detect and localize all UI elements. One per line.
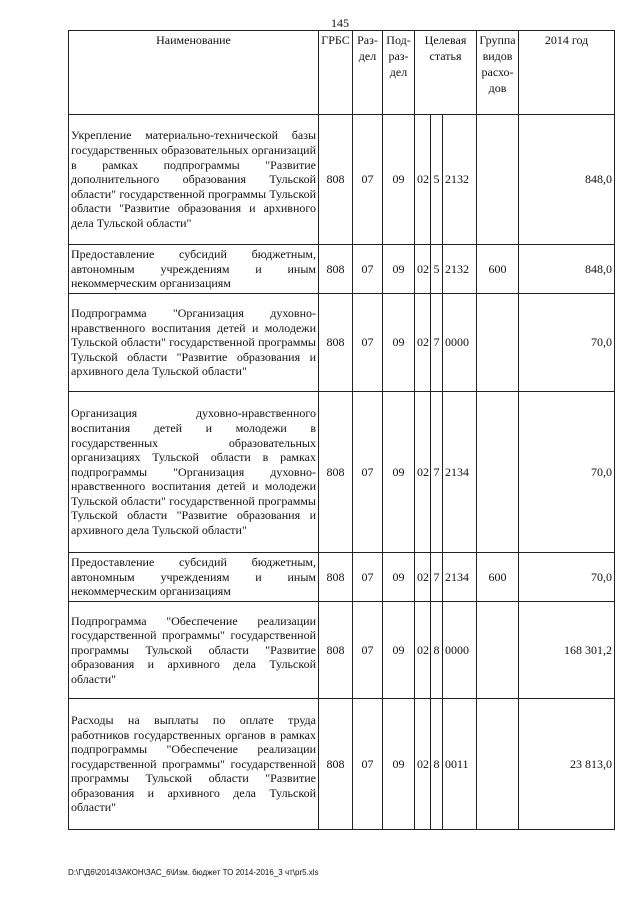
row-target-program: 02 [415,294,431,392]
row-grbs: 808 [319,115,353,245]
budget-table [68,30,615,830]
file-path-footer: D:\Г\Д6\2014\ЗАКОН\ЗАС_6\Изм. бюджет ТО 2014-2016_3 чт\pr5.xls [68,868,319,877]
row-target-subprogram: 8 [431,699,443,830]
row-podrazdel: 09 [383,115,415,245]
header-podrazdel: Под- раз- дел [383,31,415,115]
row-target-direction: 2132 [443,245,477,294]
row-target-program: 02 [415,553,431,602]
header-name: Наименование [69,31,319,115]
row-target-subprogram: 5 [431,115,443,245]
row-target-program: 02 [415,245,431,294]
row-amount: 848,0 [519,115,615,245]
row-podrazdel: 09 [383,392,415,553]
row-target-program: 02 [415,699,431,830]
table-row [69,699,615,830]
row-name: Предоставление субсидий бюджетным, автономным учреждениям и иным некоммерческим организациям [69,245,319,294]
row-amount: 70,0 [519,392,615,553]
row-expense-group [477,115,519,245]
header-target-article: Целевая статья [415,31,477,115]
row-name: Подпрограмма "Обеспечение реализации государственной программы" государственной программы Тульской области "Развитие образования и архивного дела Тульской области" [69,602,319,699]
row-podrazdel: 09 [383,245,415,294]
row-name: Организация духовно-нравственного воспитания детей и молодежи в государственных образовательных организациях Тульской области в рамках подпрограммы "Организация духовно-нравственного воспитания детей и молодежи Тульской области" государственной программы Тульской области "Развитие образования и архивного дела Тульской области" [69,392,319,553]
row-amount: 848,0 [519,245,615,294]
row-podrazdel: 09 [383,294,415,392]
row-target-direction: 0011 [443,699,477,830]
row-target-direction: 0000 [443,294,477,392]
table-row [69,602,615,699]
row-amount: 70,0 [519,553,615,602]
row-target-subprogram: 7 [431,553,443,602]
row-name: Укрепление материально-технической базы государственных образовательных организаций в рамках подпрограммы "Развитие дополнительного образования Тульской области" государственной программы Тульской области "Развитие образования и архивного дела Тульской области" [69,115,319,245]
row-razdel: 07 [353,553,383,602]
row-target-direction: 2132 [443,115,477,245]
row-grbs: 808 [319,245,353,294]
row-target-subprogram: 7 [431,392,443,553]
row-amount: 168 301,2 [519,602,615,699]
row-podrazdel: 09 [383,699,415,830]
row-name: Подпрограмма "Организация духовно-нравственного воспитания детей и молодежи Тульской области" государственной программы Тульской области "Развитие образования и архивного дела Тульской области" [69,294,319,392]
row-grbs: 808 [319,392,353,553]
row-grbs: 808 [319,294,353,392]
table-header-row [69,31,615,115]
header-expense-group: Группа видов расхо- дов [477,31,519,115]
row-grbs: 808 [319,602,353,699]
row-amount: 70,0 [519,294,615,392]
table-row [69,392,615,553]
row-razdel: 07 [353,294,383,392]
row-target-program: 02 [415,392,431,553]
row-target-program: 02 [415,602,431,699]
row-name: Расходы на выплаты по оплате труда работников государственных органов в рамках подпрограммы "Обеспечение реализации государственной программы" государственной программы Тульской области "Развитие образования и архивного дела Тульской области" [69,699,319,830]
row-podrazdel: 09 [383,602,415,699]
row-target-direction: 2134 [443,392,477,553]
row-target-program: 02 [415,115,431,245]
row-expense-group [477,294,519,392]
row-name: Предоставление субсидий бюджетным, автономным учреждениям и иным некоммерческим организациям [69,553,319,602]
row-expense-group [477,392,519,553]
row-expense-group: 600 [477,553,519,602]
row-target-subprogram: 5 [431,245,443,294]
header-year-2014: 2014 год [519,31,615,115]
table-row [69,553,615,602]
row-amount: 23 813,0 [519,699,615,830]
row-target-direction: 2134 [443,553,477,602]
row-expense-group [477,699,519,830]
table-row [69,294,615,392]
row-razdel: 07 [353,602,383,699]
row-razdel: 07 [353,392,383,553]
row-razdel: 07 [353,699,383,830]
row-grbs: 808 [319,699,353,830]
header-grbs: ГРБС [319,31,353,115]
row-podrazdel: 09 [383,553,415,602]
row-razdel: 07 [353,245,383,294]
row-razdel: 07 [353,115,383,245]
row-target-direction: 0000 [443,602,477,699]
row-expense-group: 600 [477,245,519,294]
page-number: 145 [331,16,349,30]
row-grbs: 808 [319,553,353,602]
row-target-subprogram: 7 [431,294,443,392]
row-expense-group [477,602,519,699]
header-razdel: Раз- дел [353,31,383,115]
row-target-subprogram: 8 [431,602,443,699]
table-row [69,245,615,294]
table-row [69,115,615,245]
